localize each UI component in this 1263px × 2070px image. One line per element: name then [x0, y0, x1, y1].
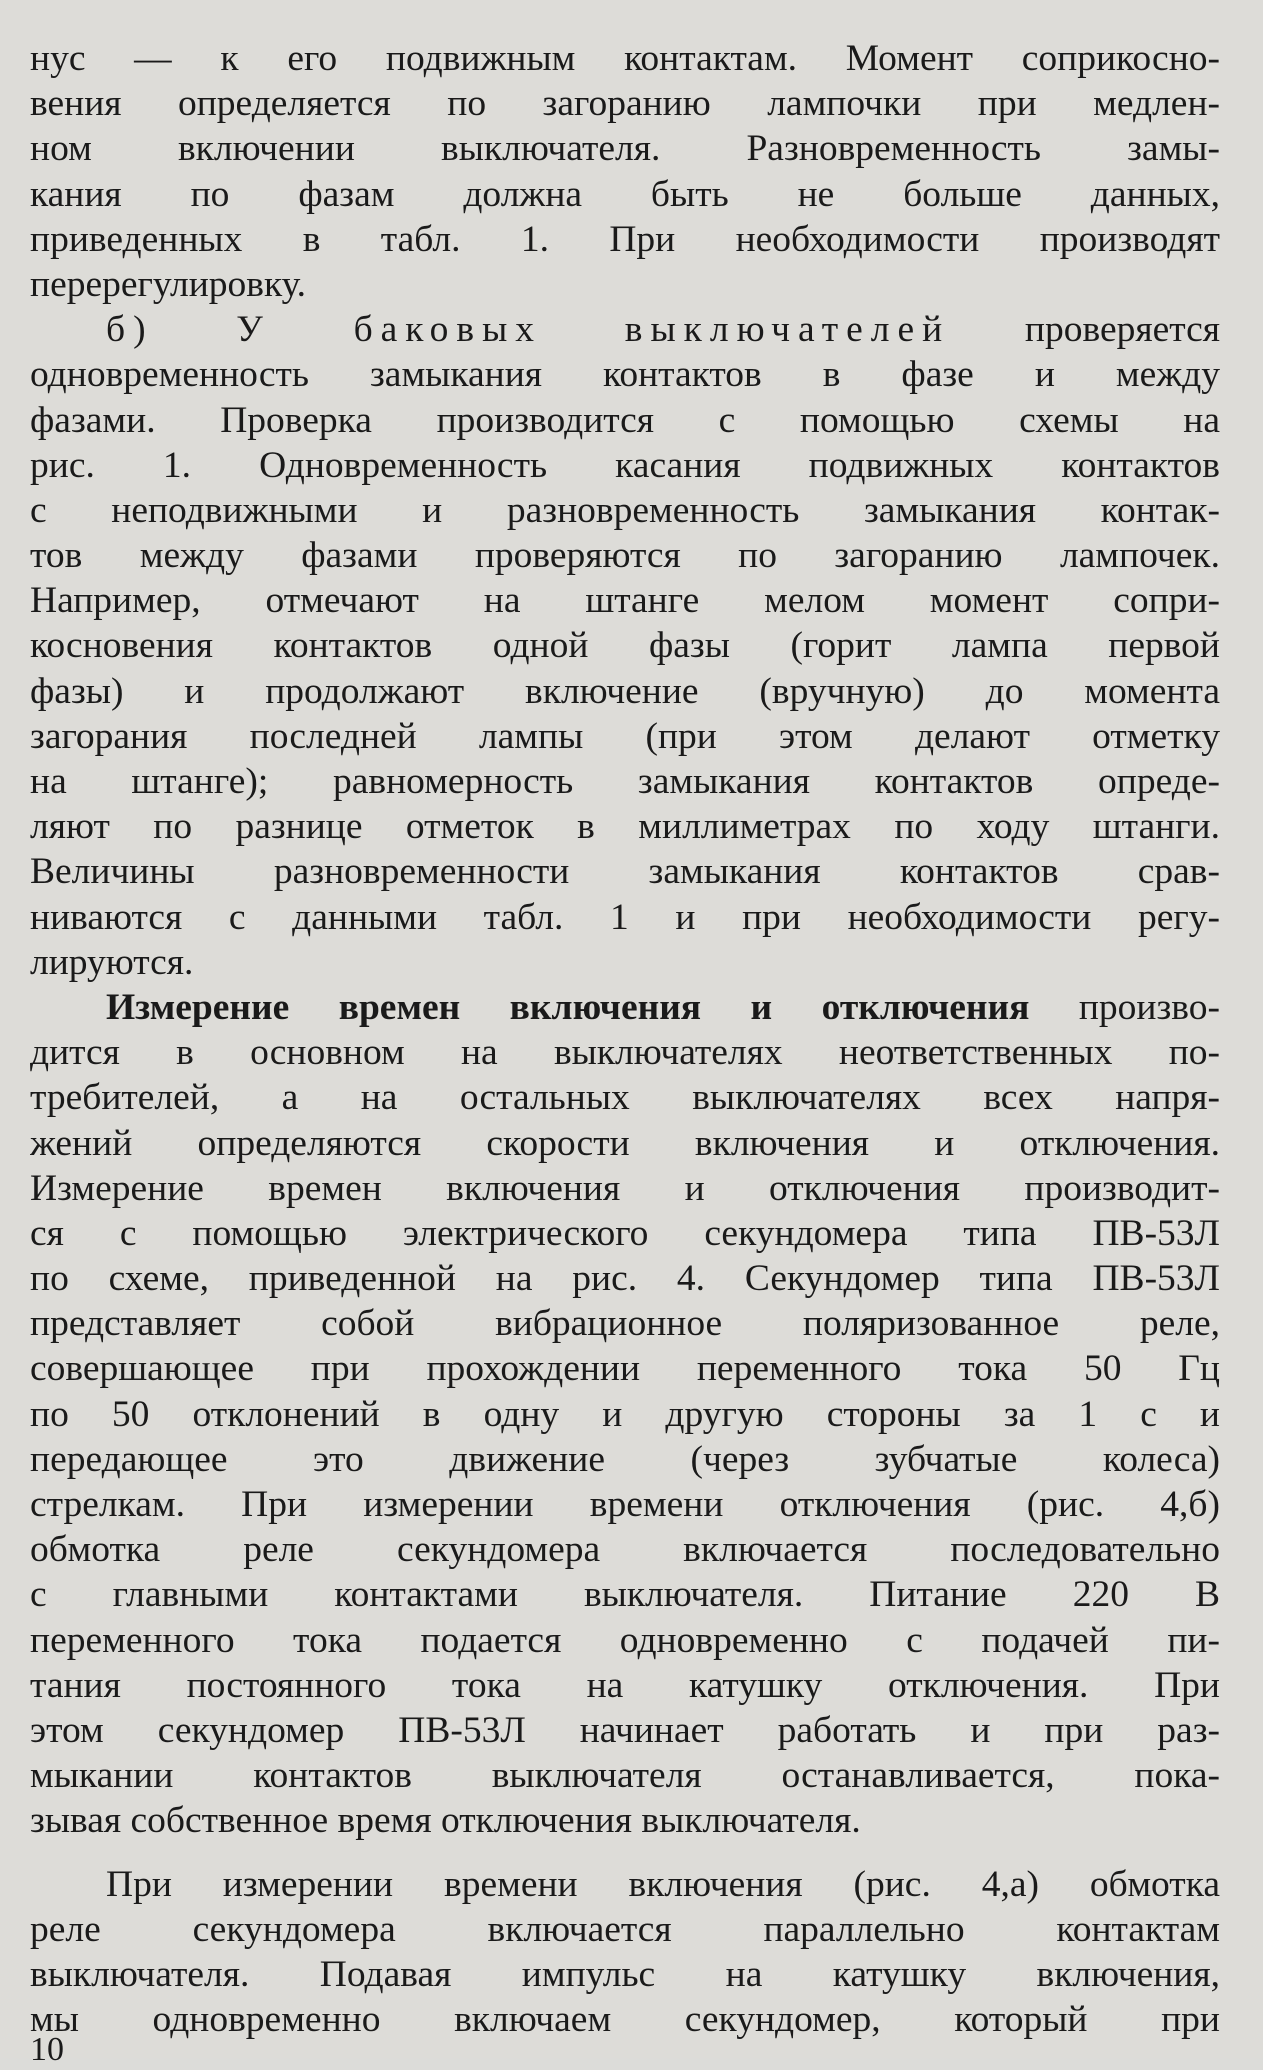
paragraph-b-first-line [30, 307, 1220, 352]
text-line: Например, отмечают на штанге мелом момент сопри- [30, 580, 1220, 622]
text-line: Измерение времен включения и отключения производит- [30, 1167, 1220, 1209]
text-line: кания по фазам должна быть не больше данных, [30, 173, 1220, 215]
text-line: по 50 отклонений в одну и другую стороны за 1 с и [30, 1393, 1220, 1435]
section-heading: Измерение времен включения и отключения [106, 986, 1030, 1028]
text-line: косновения контактов одной фазы (горит лампа первой [30, 625, 1220, 667]
text-line: зывая собственное время отключения выключателя. [30, 1800, 861, 1842]
paragraph-c-first-line [30, 985, 1220, 1030]
text-line: этом секундомер ПВ-53Л начинает работать и при раз- [30, 1709, 1220, 1751]
text-line: При измерении времени включения (рис. 4,а) обмотка [106, 1863, 1220, 1905]
text-line: дится в основном на выключателях неответственных по- [30, 1032, 1220, 1074]
text-line: ся с помощью электрического секундомера типа ПВ-53Л [30, 1212, 1220, 1254]
text-line: перерегулировку. [30, 263, 307, 305]
text-line: с главными контактами выключателя. Питание 220 В [30, 1574, 1220, 1616]
text-line: представляет собой вибрационное поляризованное реле, [30, 1303, 1220, 1345]
text-line: тов между фазами проверяются по загоранию лампочек. [30, 535, 1220, 577]
text-line: совершающее при прохождении переменного тока 50 Гц [30, 1348, 1220, 1390]
text-line: выключателя. Подавая импульс на катушку включения, [30, 1953, 1220, 1995]
text-line: стрелкам. При измерении времени отключения (рис. 4,б) [30, 1484, 1220, 1525]
text-line: мы одновременно включаем секундомер, который при [30, 1999, 1220, 2041]
text-line: приведенных в табл. 1. При необходимости производят [30, 218, 1220, 260]
body-text [30, 36, 1220, 2042]
paragraph-b-first-rest: проверяется [1024, 309, 1220, 351]
text-line: ниваются с данными табл. 1 и при необходимости регу- [30, 896, 1220, 938]
text-line: одновременность замыкания контактов в фазе и между [30, 354, 1220, 396]
paragraph-b-heading: б) У баковых выключателей [106, 309, 951, 351]
text-line: ляют по разнице отметок в миллиметрах по ходу штанги. [30, 806, 1220, 848]
text-line: переменного тока подается одновременно с подачей пи- [30, 1619, 1220, 1661]
text-line: по схеме, приведенной на рис. 4. Секундомер типа ПВ-53Л [30, 1258, 1220, 1300]
text-line: ном включении выключателя. Разновременность замы- [30, 128, 1220, 170]
paragraph-gap [30, 1844, 1220, 1862]
text-line: лируются. [30, 941, 194, 983]
text-line: мыкании контактов выключателя останавливается, пока- [30, 1755, 1220, 1797]
text-line: рис. 1. Одновременность касания подвижных контактов [30, 444, 1220, 486]
text-line: загорания последней лампы (при этом делают отметку [30, 715, 1220, 757]
page-number: 10 [30, 2031, 64, 2068]
text-line: тания постоянного тока на катушку отключения. При [30, 1664, 1220, 1706]
text-line: вения определяется по загоранию лампочки при медлен- [30, 83, 1220, 125]
text-line: с неподвижными и разновременность замыкания контак- [30, 489, 1220, 531]
text-line: нус — к его подвижным контактам. Момент соприкосно- [30, 38, 1220, 79]
text-line: реле секундомера включается параллельно контактам [30, 1908, 1220, 1950]
text-line: передающее это движение (через зубчатые колеса) [30, 1438, 1220, 1480]
text-line: обмотка реле секундомера включается последовательно [30, 1529, 1220, 1571]
text-line: требителей, а на остальных выключателях всех напря- [30, 1077, 1220, 1119]
text-line: фазами. Проверка производится с помощью схемы на [30, 399, 1220, 441]
text-line: фазы) и продолжают включение (вручную) до момента [30, 670, 1220, 712]
text-line: Величины разновременности замыкания контактов срав- [30, 851, 1220, 893]
text-line: на штанге); равномерность замыкания контактов опреде- [30, 761, 1220, 802]
paragraph-c-first-rest: произво- [1078, 986, 1220, 1028]
text-line: жений определяются скорости включения и отключения. [30, 1122, 1220, 1164]
